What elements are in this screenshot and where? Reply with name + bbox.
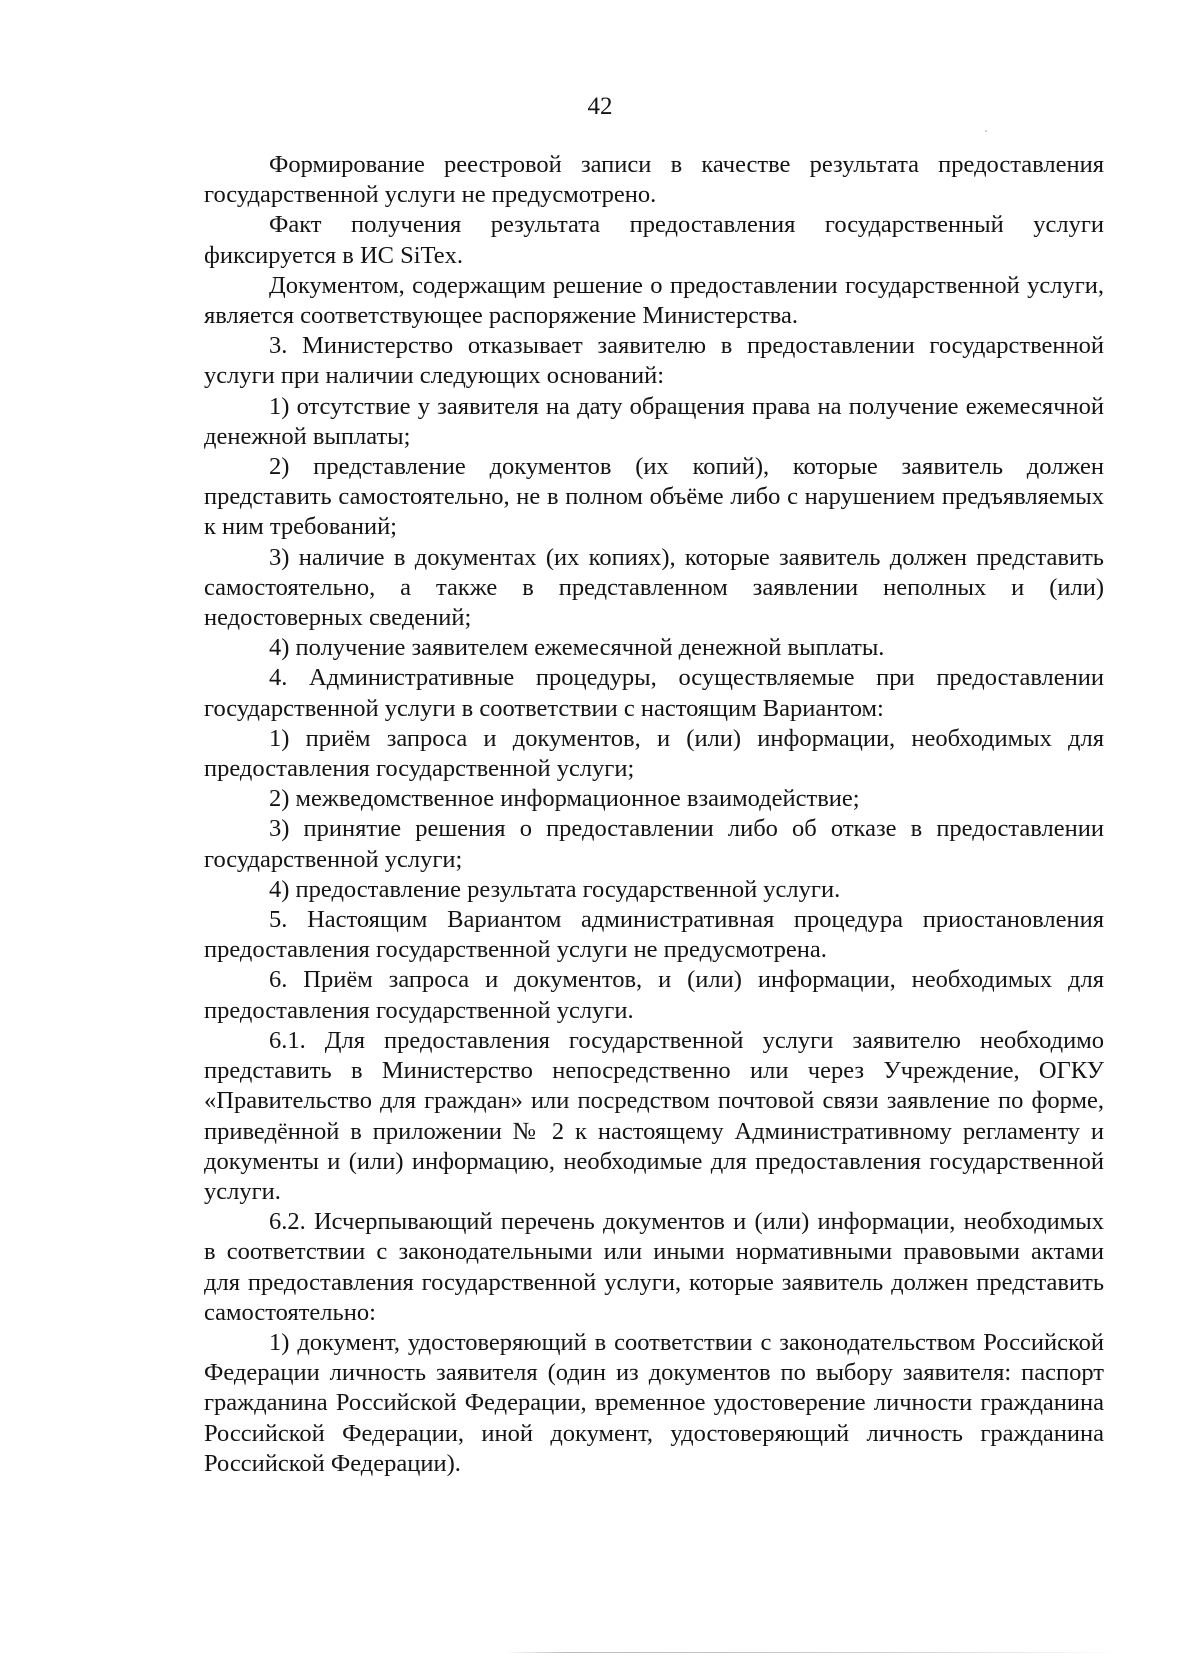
paragraph-6-2: 6.2. Исчерпывающий перечень документов и (или) информации, необходимых в соответствии с законодательными или иными нормативными правовыми актами для предоставления государственной услуги, которые заявитель должен представить самостоятельно: [204,1208,1104,1326]
list-item-identity-document: 1) документ, удостоверяющий в соответствии с законодательством Российской Федерации личность заявителя (один из документов по выбору заявителя: паспорт гражданина Российской Федерации, временное удостоверение личности гражданина Российской Федерации, иной документ, удостоверяющий личность гражданина Российской Федерации). [204,1328,1104,1477]
paragraph-admin-procedures: 4. Административные процедуры, осуществляемые при предоставлении государственной услуги в соответствии с настоящим Вариантом: [204,664,1104,722]
paragraph-registry-record: Формирование реестровой записи в качестве результата предоставления государственной услуги не предусмотрено. [204,151,1104,209]
list-item-refusal-3: 3) наличие в документах (их копиях), которые заявитель должен представить самостоятельно, а также в представленном заявлении неполных и (или) недостоверных сведений; [204,543,1104,632]
paragraph-result-fixation: Факт получения результата предоставления государственный услуги фиксируется в ИС SiTex. [204,211,1104,269]
list-item-procedure-4: 4) предоставление результата государственной услуги. [269,875,841,903]
page-number: 42 [587,93,613,120]
list-item-refusal-1: 1) отсутствие у заявителя на дату обращения права на получение ежемесячной денежной выплаты; [204,392,1104,450]
paragraph-decision-document: Документом, содержащим решение о предоставлении государственной услуги, является соответствующее распоряжение Министерства. [204,271,1104,330]
list-item-procedure-3: 3) принятие решения о предоставлении либо об отказе в предоставлении государственной услуги; [204,815,1104,873]
paragraph-request-intake: 6. Приём запроса и документов, и (или) информации, необходимых для предоставления государственной услуги. [204,966,1104,1024]
scan-speck [985,130,987,132]
list-item-refusal-2: 2) представление документов (их копий), которые заявитель должен представить самостоятельно, не в полном объёме либо с нарушением предъявляемых к ним требований; [204,453,1104,541]
paragraph-6-1: 6.1. Для предоставления государственной услуги заявителю необходимо представить в Министерство непосредственно или через Учреждение, ОГКУ «Правительство для граждан» или посредством почтовой связи заявление по форме, приведённой в приложении № 2 к настоящему Административному регламенту и документы и (или) информацию, необходимые для предоставления государственной услуги. [204,1026,1104,1205]
list-item-refusal-4: 4) получение заявителем ежемесячной денежной выплаты. [269,634,885,662]
list-item-procedure-2: 2) межведомственное информационное взаимодействие; [269,785,860,813]
document-body [204,150,1104,1479]
paragraph-suspension: 5. Настоящим Вариантом административная процедура приостановления предоставления государственной услуги не предусмотрена. [204,906,1104,964]
paragraph-refusal-grounds: 3. Министерство отказывает заявителю в предоставлении государственной услуги при наличии следующих оснований: [204,332,1104,390]
list-item-procedure-1: 1) приём запроса и документов, и (или) информации, необходимых для предоставления государственной услуги; [204,724,1104,783]
scan-artifact-line [505,1652,1125,1653]
